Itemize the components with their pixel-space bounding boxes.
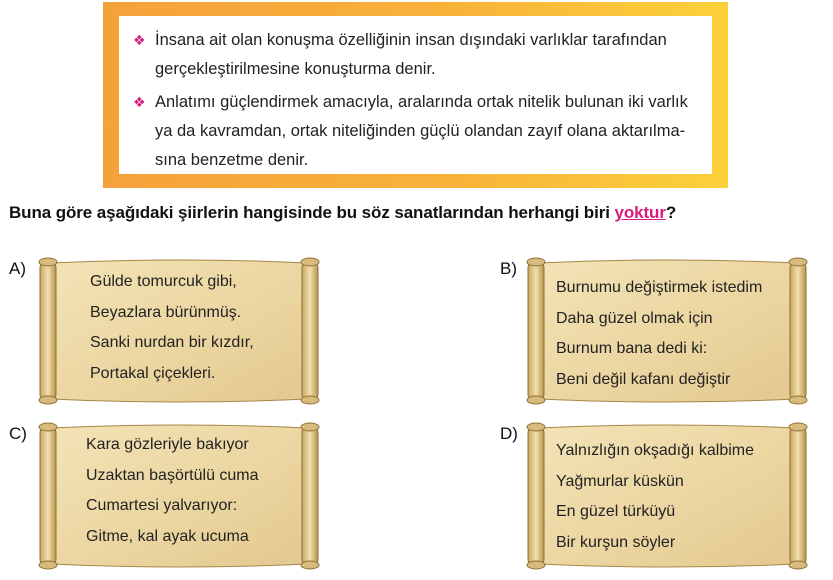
option-b-verse — [556, 273, 762, 395]
verse-line: Beyazlara bürünmüş. — [90, 303, 242, 321]
verse-line: Gitme, kal ayak ucuma — [86, 527, 249, 545]
question-main: Buna göre aşağıdaki şiirlerin hangisinde bu söz sanatlarından herhangi biri — [9, 203, 615, 222]
option-d-scroll[interactable] — [522, 422, 812, 570]
definition-line: gerçekleştirilmesine konuşturma denir. — [155, 60, 436, 78]
verse-line: Kara gözleriyle bakıyor — [86, 436, 249, 453]
definition-box-content — [119, 16, 712, 174]
verse-line: Burnumu değiştirmek istedim — [556, 279, 763, 296]
verse-line: Portakal çiçekleri. — [90, 364, 216, 382]
option-a-verse — [90, 267, 254, 389]
question-end: ? — [665, 203, 677, 222]
diamond-bullet-icon: ❖ — [133, 94, 146, 110]
definition-line: Anlatımı güçlendirmek amacıyla, aralarında ortak nitelik bulunan iki varlık — [155, 93, 688, 111]
verse-line: Bir kurşun söyler — [556, 533, 676, 551]
question-keyword: yoktur — [614, 203, 666, 222]
option-c-verse — [86, 430, 259, 552]
option-a-label[interactable]: A) — [9, 259, 26, 278]
verse-line: En güzel türküyü — [556, 503, 676, 520]
option-a-scroll[interactable] — [34, 257, 324, 405]
verse-line: Burnum bana dedi ki: — [556, 340, 708, 357]
option-b-scroll[interactable] — [522, 257, 812, 405]
definition-line: sına benzetme denir. — [155, 151, 309, 169]
verse-line: Cumartesi yalvarıyor: — [86, 497, 238, 514]
verse-line: Uzaktan başörtülü cuma — [86, 466, 259, 484]
option-d-label[interactable]: D) — [500, 424, 518, 443]
definition-line: ya da kavramdan, ortak niteliğinden güçlü olandan zayıf olana aktarılma- — [155, 122, 686, 140]
option-b-label[interactable]: B) — [500, 259, 517, 278]
question-text — [9, 203, 829, 223]
verse-line: Daha güzel olmak için — [556, 309, 713, 327]
option-d-verse — [556, 436, 754, 558]
verse-line: Gülde tomurcuk gibi, — [90, 273, 237, 290]
verse-line: Beni değil kafanı değiştir — [556, 370, 731, 388]
verse-line: Yalnızlığın okşadığı kalbime — [556, 442, 755, 459]
definition-box — [103, 2, 728, 188]
definition-simile — [133, 88, 702, 175]
definition-personification — [133, 26, 702, 84]
definition-line: İnsana ait olan konuşma özelliğinin insan dışındaki varlıklar tarafından — [155, 31, 667, 49]
diamond-bullet-icon: ❖ — [133, 32, 146, 48]
option-c-scroll[interactable] — [34, 422, 324, 570]
option-c-label[interactable]: C) — [9, 424, 27, 443]
verse-line: Yağmurlar küskün — [556, 472, 684, 490]
verse-line: Sanki nurdan bir kızdır, — [90, 334, 254, 351]
